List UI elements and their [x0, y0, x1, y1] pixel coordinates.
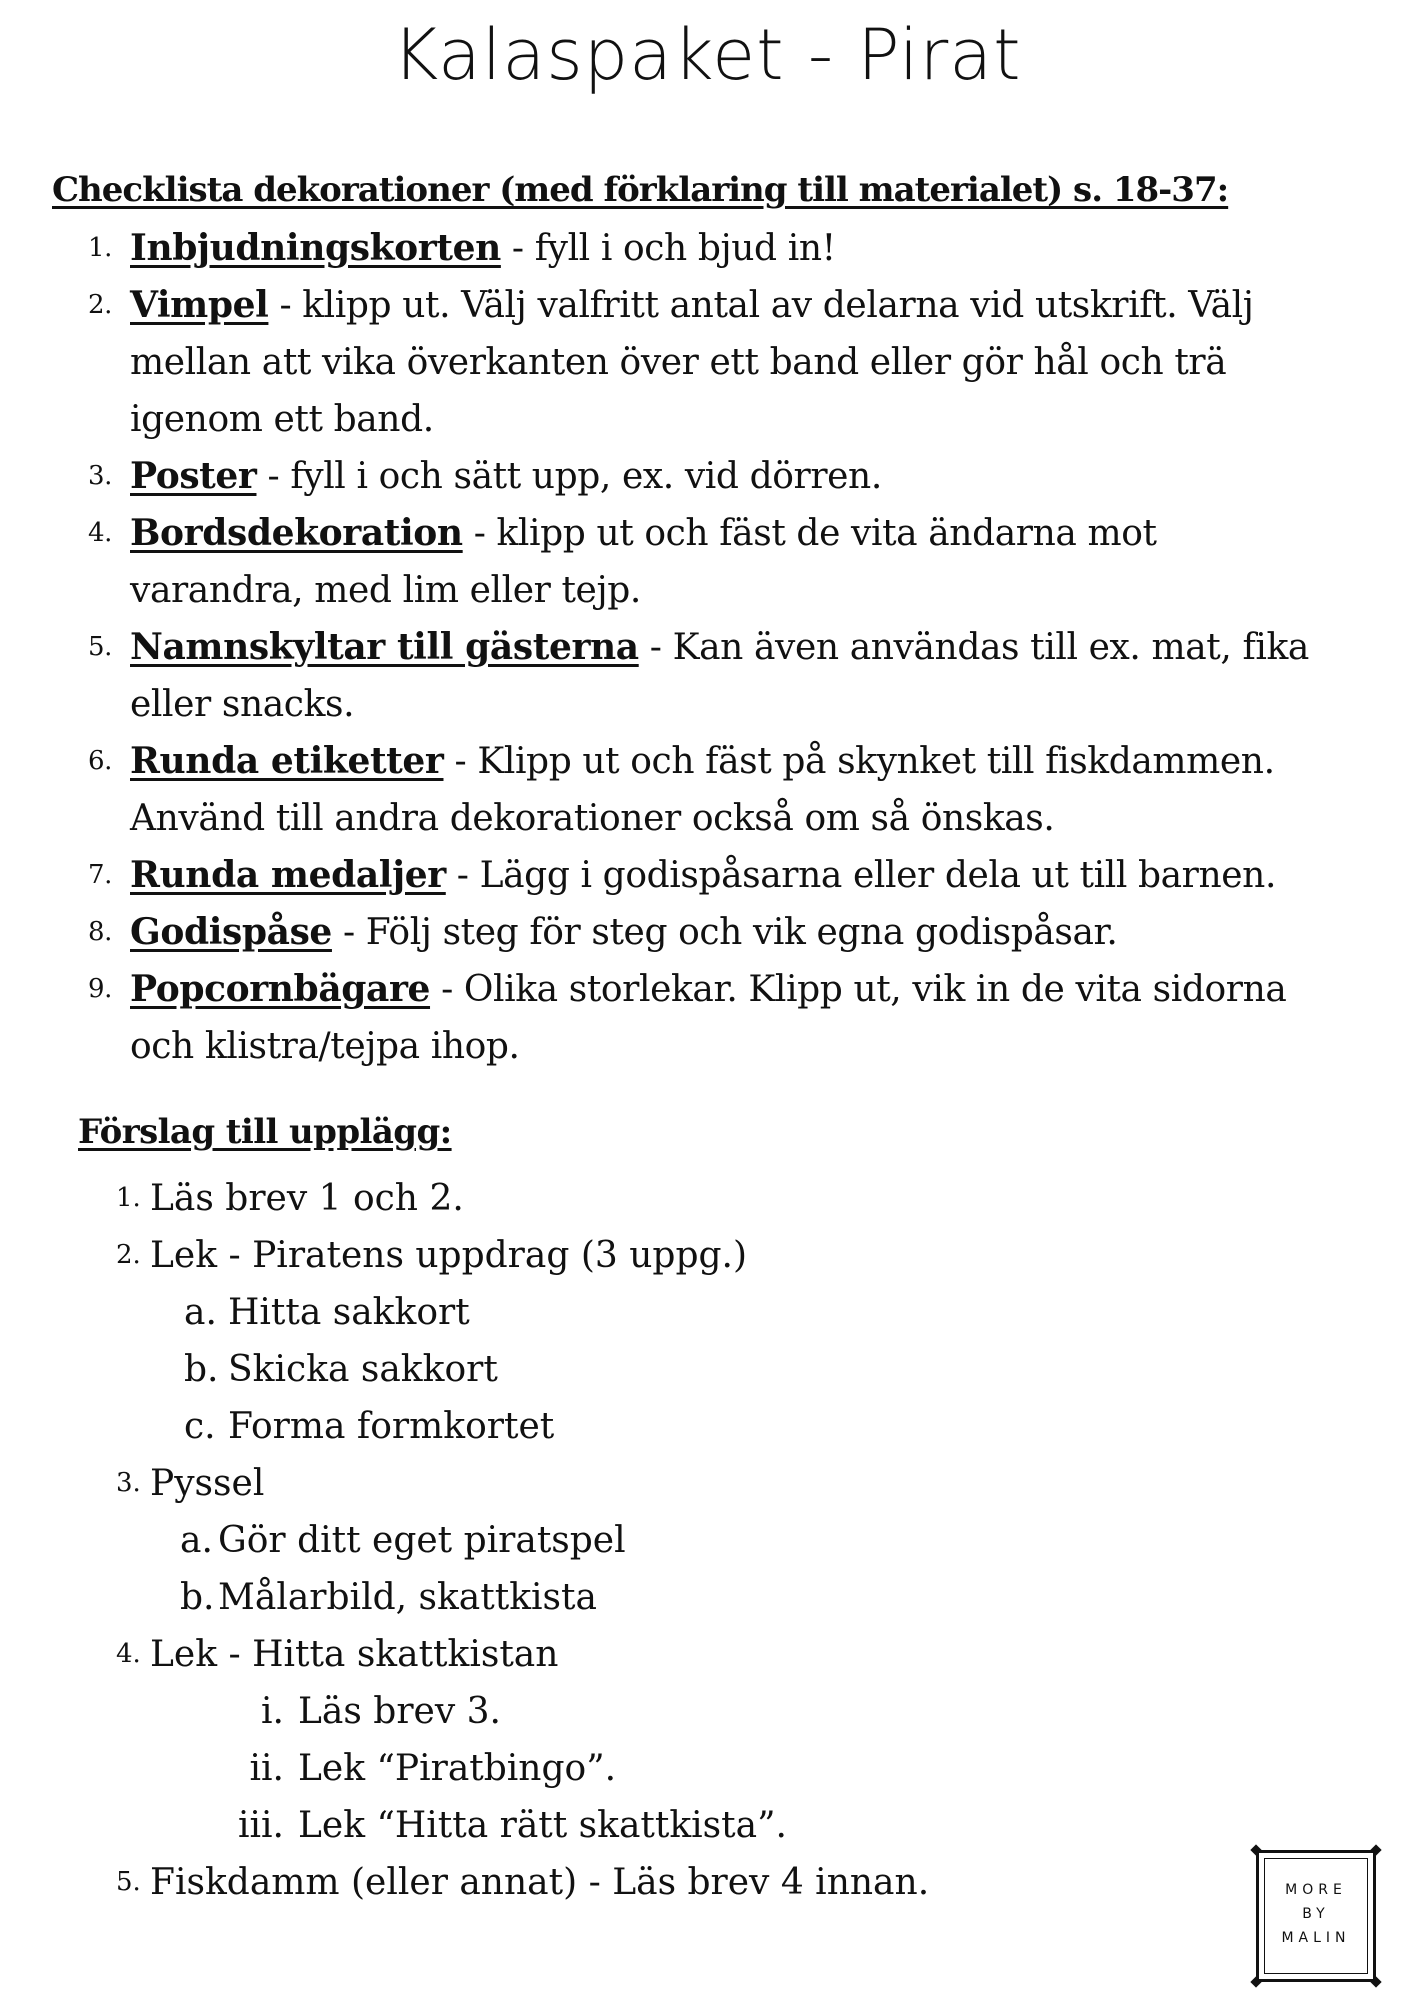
item-description: - fyll i och bjud in!: [500, 228, 836, 269]
item-number: 1.: [88, 233, 113, 263]
item-term: Godispåse: [130, 911, 332, 953]
item-number: 2.: [88, 290, 113, 320]
plan-item: [116, 1626, 1148, 1683]
item-text: Läs brev 1 och 2.: [150, 1178, 464, 1219]
item-number: 5.: [88, 632, 113, 662]
checklist-item: [88, 961, 1322, 1075]
item-term: Inbjudningskorten: [130, 227, 501, 269]
item-number: 2.: [116, 1240, 141, 1270]
subitem-marker: a.: [184, 1292, 217, 1333]
item-term: Bordsdekoration: [130, 512, 463, 554]
subitem-text: Forma formkortet: [228, 1406, 555, 1447]
item-description: - Följ steg för steg och vik egna godispåsar.: [331, 912, 1118, 953]
item-number: 4.: [88, 518, 113, 548]
plan-item: [116, 1227, 1148, 1284]
logo-line: BY: [1302, 1906, 1330, 1922]
subitem-text: Lek “Hitta rätt skattkista”.: [298, 1805, 787, 1846]
item-term: Namnskyltar till gästerna: [130, 626, 639, 668]
plan-list: [116, 1170, 1148, 1911]
item-number: 7.: [88, 860, 113, 890]
checklist-item: [88, 277, 1322, 448]
more-by-malin-logo: [1250, 1842, 1382, 1990]
item-number: 9.: [88, 974, 113, 1004]
plan-subitem: [148, 1284, 1148, 1341]
checklist-item: [88, 448, 1322, 505]
item-number: 6.: [88, 746, 113, 776]
item-description: - Olika storlekar. Klipp ut, vik in de vita sidorna och klistra/tejpa ihop.: [130, 969, 1287, 1067]
item-description: - klipp ut och fäst de vita ändarna mot varandra, med lim eller tejp.: [130, 513, 1157, 611]
item-term: Popcornbägare: [130, 968, 431, 1010]
subitem-text: Hitta sakkort: [228, 1292, 470, 1333]
item-text: Lek - Hitta skattkistan: [150, 1634, 559, 1675]
plan-item: [116, 1170, 1148, 1227]
item-term: Poster: [130, 455, 257, 497]
subitem-marker: i.: [261, 1691, 284, 1732]
subitem-marker: iii.: [238, 1805, 284, 1846]
item-number: 3.: [116, 1468, 141, 1498]
checklist-heading: Checklista dekorationer (med förklaring till materialet) s. 18-37:: [52, 170, 1229, 210]
plan-subitem: [148, 1398, 1148, 1455]
subitem-text: Lek “Piratbingo”.: [298, 1748, 617, 1789]
item-number: 1.: [116, 1183, 141, 1213]
checklist-item: [88, 847, 1322, 904]
logo-line: MALIN: [1281, 1930, 1351, 1946]
checklist-item: [88, 904, 1322, 961]
item-term: Runda medaljer: [130, 854, 446, 896]
item-description: - Kan även användas till ex. mat, fika eller snacks.: [130, 627, 1309, 725]
item-description: - klipp ut. Välj valfritt antal av delarna vid utskrift. Välj mellan att vika överkanten över ett band eller gör hål och trä igenom ett band.: [130, 285, 1254, 440]
plan-subitem: [148, 1569, 1148, 1626]
subitem-marker: ii.: [249, 1748, 284, 1789]
subitem-text: Målarbild, skattkista: [218, 1577, 597, 1618]
subitem-marker: c.: [184, 1406, 216, 1447]
item-number: 4.: [116, 1639, 141, 1669]
checklist-item: [88, 733, 1322, 847]
subitem-text: Gör ditt eget piratspel: [218, 1520, 626, 1561]
plan-heading: Förslag till upplägg:: [78, 1112, 452, 1152]
plan-subitem: [148, 1683, 1148, 1740]
item-text: Pyssel: [150, 1463, 265, 1504]
page-title: Kalaspaket - Pirat: [392, 14, 1022, 96]
subitem-marker: b.: [180, 1577, 215, 1618]
checklist-item: [88, 505, 1322, 619]
checklist-item: [88, 220, 1322, 277]
plan-item: [116, 1455, 1148, 1512]
item-term: Runda etiketter: [130, 740, 444, 782]
item-description: - Lägg i godispåsarna eller dela ut till barnen.: [445, 855, 1277, 896]
item-description: - Klipp ut och fäst på skynket till fiskdammen. Använd till andra dekorationer också om så önskas.: [130, 741, 1275, 839]
plan-subitem: [148, 1341, 1148, 1398]
item-text: Fiskdamm (eller annat) - Läs brev 4 innan.: [150, 1862, 930, 1903]
item-number: 3.: [88, 461, 113, 491]
item-description: - fyll i och sätt upp, ex. vid dörren.: [256, 456, 882, 497]
subitem-text: Skicka sakkort: [228, 1349, 498, 1390]
plan-subitem: [148, 1797, 1148, 1854]
checklist: [88, 220, 1322, 1075]
subitem-text: Läs brev 3.: [298, 1691, 501, 1732]
item-number: 8.: [88, 917, 113, 947]
logo-line: MORE: [1285, 1882, 1347, 1898]
subitem-marker: b.: [184, 1349, 219, 1390]
item-term: Vimpel: [130, 284, 269, 326]
subitem-marker: a.: [180, 1520, 213, 1561]
plan-subitem: [148, 1740, 1148, 1797]
item-text: Lek - Piratens uppdrag (3 uppg.): [150, 1235, 748, 1276]
checklist-item: [88, 619, 1322, 733]
plan-item: [116, 1854, 1148, 1911]
item-number: 5.: [116, 1867, 141, 1897]
plan-subitem: [148, 1512, 1148, 1569]
